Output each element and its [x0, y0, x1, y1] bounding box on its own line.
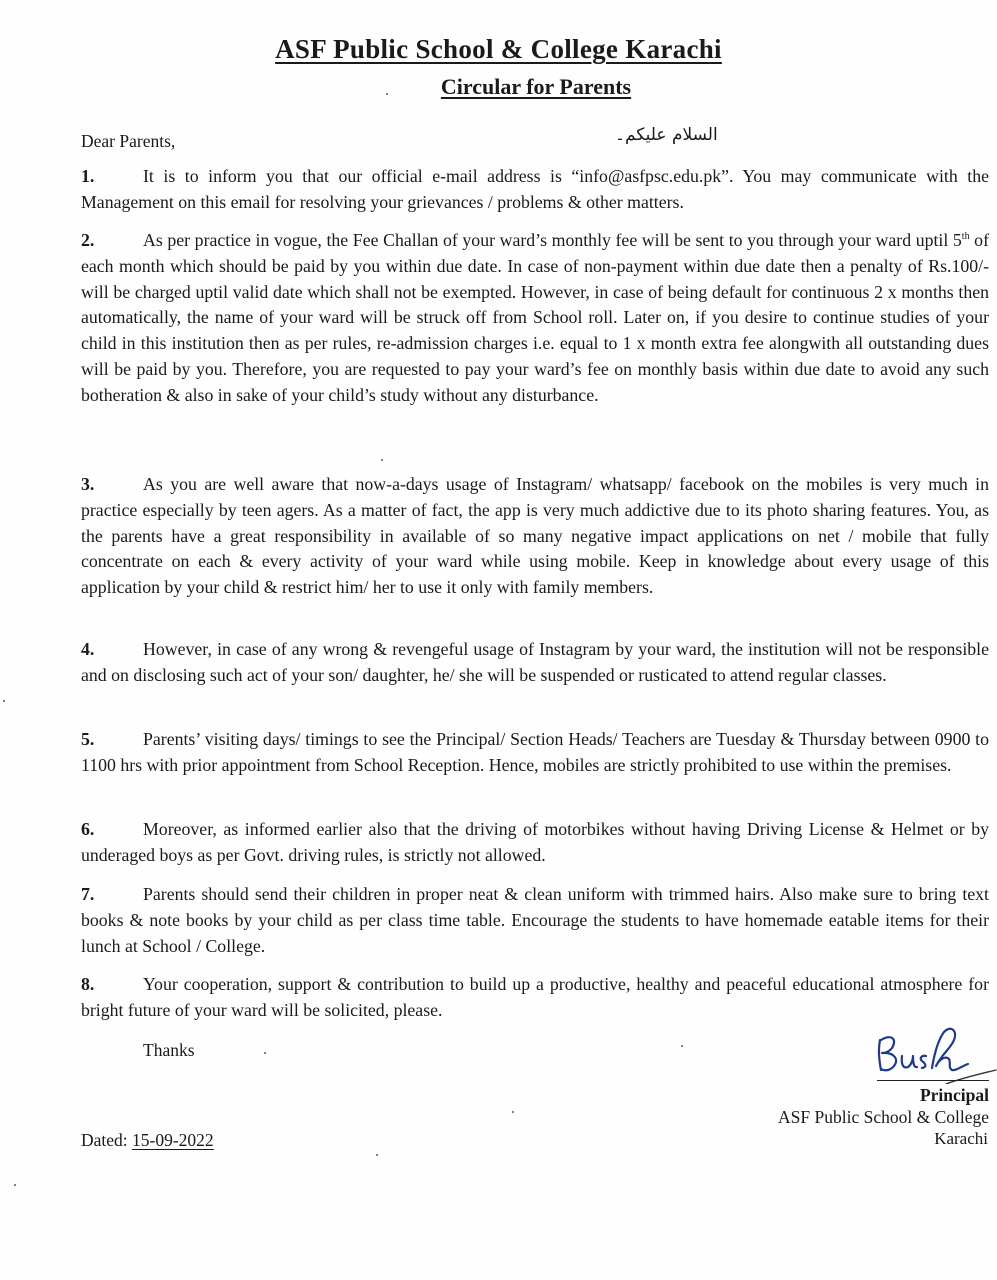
signature-stroke-b: [879, 1037, 896, 1070]
paragraph-text: It is to inform you that our official e-mail address is “info@asfpsc.edu.pk”. You may communicate with the Management on this email for resolving your grievances / problems & other matters.: [81, 166, 989, 212]
paragraph-8: [81, 972, 989, 1024]
date-label: Dated:: [81, 1130, 128, 1150]
scan-speck: [681, 1045, 683, 1047]
closing-thanks: Thanks: [143, 1040, 195, 1060]
paragraph-7: [81, 882, 989, 959]
paragraph-text: However, in case of any wrong & revengeful usage of Instagram by your ward, the institution will not be responsible and on disclosing such act of your son/ daughter, he/ she will be suspended or rusticated to attend regular classes.: [81, 639, 989, 685]
signature-stroke-u: [902, 1056, 917, 1067]
paragraph-number: 2.: [81, 230, 95, 250]
paragraph-3: [81, 472, 989, 601]
paragraph-6: [81, 817, 989, 869]
scan-speck: [3, 700, 5, 702]
ordinal-superscript: th: [961, 231, 970, 243]
scan-speck: [386, 93, 388, 95]
paragraph-1: [81, 164, 989, 216]
signature-line: [877, 1080, 989, 1081]
signature-stroke-h: [932, 1029, 968, 1070]
paragraph-number: 4.: [81, 639, 95, 659]
paragraph-4: [81, 637, 989, 689]
paragraph-text: Your cooperation, support & contribution to build up a productive, healthy and peaceful educational atmosphere for bright future of your ward will be solicited, please.: [81, 974, 989, 1020]
signatory-city: Karachi: [934, 1129, 988, 1148]
scan-speck: [376, 1154, 378, 1156]
paragraph-number: 3.: [81, 474, 95, 494]
signature-stroke-s: [921, 1056, 926, 1068]
paragraph-2: [81, 228, 989, 409]
arabic-greeting: السلام علیکم۔: [615, 125, 718, 145]
date-line: [81, 1130, 214, 1151]
scan-speck: [381, 459, 383, 461]
paragraph-5: [81, 727, 989, 779]
scan-speck: [264, 1052, 266, 1054]
paragraph-number: 1.: [81, 166, 95, 186]
scan-speck: [512, 1111, 514, 1113]
paragraph-text-part2: of each month which should be paid by you within due date. In case of non-payment within due date then a penalty of Rs.100/- will be charged uptil valid date which shall not be exempted. However, in case of being default for continuous 2 x months then automatically, the name of your ward will be struck off from School roll. Later on, if you desire to continue studies of your child in this institution then as per rules, re-admission charges i.e. equal to 1 x month extra fee alongwith all outstanding dues will be paid by you. Therefore, you are requested to pay your ward’s fee on monthly basis within due date to avoid any such botheration & also in sake of your child’s study without any disturbance.: [81, 230, 989, 405]
signature-flourish: [946, 1070, 996, 1084]
paragraph-text: Parents should send their children in proper neat & clean uniform with trimmed hairs. Also make sure to bring text books & note books by your child as per class time table. Encourage the students to have homemade eatable items for their lunch at School / College.: [81, 884, 989, 956]
paragraph-number: 7.: [81, 884, 95, 904]
date-value: 15-09-2022: [132, 1130, 214, 1150]
principal-signature: [872, 1026, 997, 1084]
paragraph-number: 6.: [81, 819, 95, 839]
paragraph-text: As you are well aware that now-a-days usage of Instagram/ whatsapp/ facebook on the mobiles is very much in practice especially by teen agers. As a matter of fact, the app is very much addictive due to its photo sharing features. You, as the parents have a great responsibility in available of so many negative impact applications on net / mobile that fully concentrate on each & every activity of your ward while using mobile. Keep in knowledge about every usage of this application by your child & restrict him/ her to use it only with family members.: [81, 474, 989, 598]
paragraph-number: 8.: [81, 974, 95, 994]
paragraph-text: Moreover, as informed earlier also that the driving of motorbikes without having Driving License & Helmet or by underaged boys as per Govt. driving rules, is strictly not allowed.: [81, 819, 989, 865]
signatory-organization: ASF Public School & College: [778, 1107, 989, 1127]
paragraph-text-part1: As per practice in vogue, the Fee Challan of your ward’s monthly fee will be sent to you through your ward uptil 5: [143, 230, 962, 250]
salutation: Dear Parents,: [81, 131, 176, 151]
document-title: ASF Public School & College Karachi: [275, 34, 722, 64]
signatory-title: Principal: [919, 1085, 989, 1105]
document-subtitle: Circular for Parents: [440, 74, 632, 99]
paragraph-number: 5.: [81, 729, 95, 749]
paragraph-text: Parents’ visiting days/ timings to see the Principal/ Section Heads/ Teachers are Tuesday & Thursday between 0900 to 1100 hrs with prior appointment from School Reception. Hence, mobiles are strictly prohibited to use within the premises.: [81, 729, 989, 775]
scan-speck: [14, 1184, 16, 1186]
